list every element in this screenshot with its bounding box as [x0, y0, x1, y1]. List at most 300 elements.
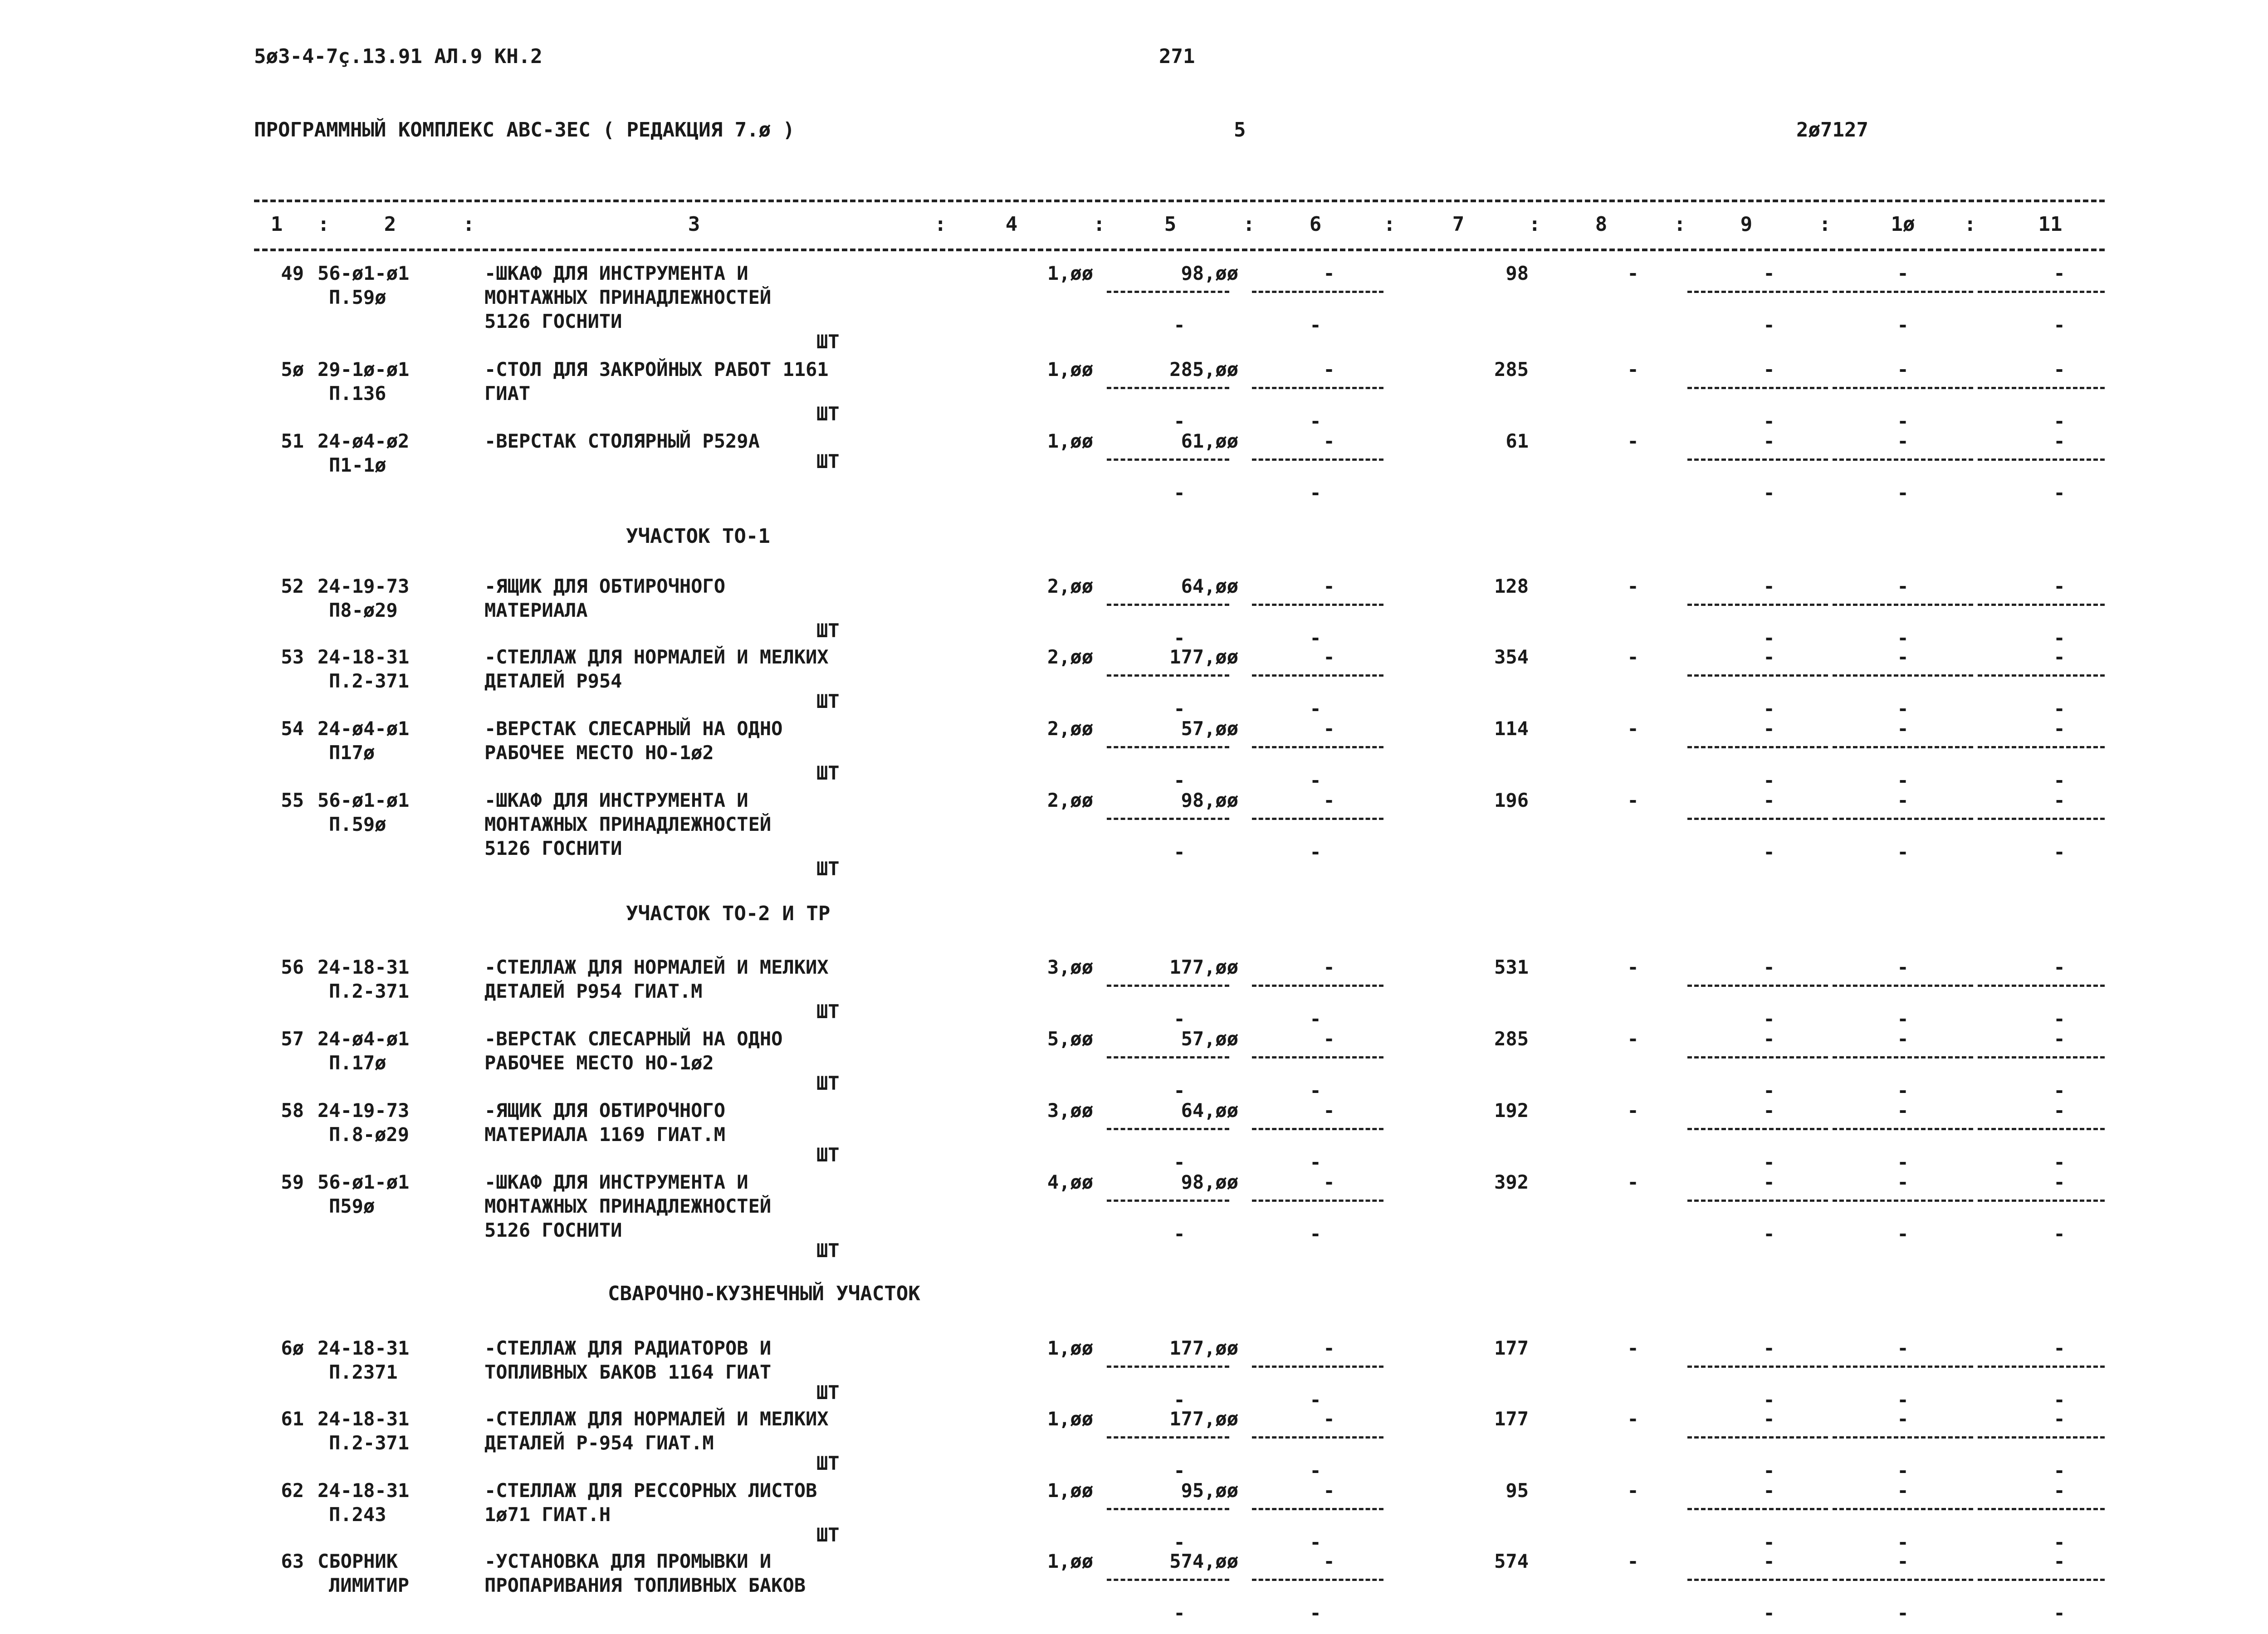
- subtotal-rule: [1687, 1436, 1828, 1439]
- empty-cell-dash: -: [1763, 1171, 1775, 1193]
- subtotal-rule: [1687, 818, 1828, 820]
- subtotal-rule: [1107, 1508, 1229, 1510]
- item-description-line: РАБОЧЕЕ МЕСТО НО-1ø2: [484, 1052, 714, 1074]
- item-reference: П.59ø: [329, 286, 386, 308]
- sub-dash: -: [1897, 1151, 1909, 1173]
- sub-dash: -: [1310, 1223, 1321, 1245]
- subtotal-rule: [1978, 604, 2105, 606]
- subtotal-rule: [1687, 604, 1828, 606]
- subtotal-rule: [1252, 1508, 1383, 1510]
- item-code: 24-18-31: [318, 1479, 410, 1502]
- column-8-dash: -: [1627, 1171, 1639, 1193]
- quantity: 2,øø: [1047, 575, 1093, 597]
- sub-dash: -: [2053, 697, 2065, 720]
- column-6-dash: -: [1323, 575, 1335, 597]
- document-number: 2ø7127: [1796, 118, 1868, 141]
- column-header-3: 3: [688, 213, 700, 236]
- sub-dash: -: [1173, 1531, 1185, 1553]
- sub-dash: -: [1763, 1389, 1775, 1411]
- item-description-line: -СТЕЛЛАЖ ДЛЯ РАДИАТОРОВ И: [484, 1337, 772, 1359]
- sub-dash: -: [1897, 482, 1909, 504]
- unit-of-measure: ШТ: [816, 762, 840, 784]
- item-description-line: 5126 ГОСНИТИ: [484, 837, 622, 859]
- item-reference: П.17ø: [329, 1052, 386, 1074]
- sub-dash: -: [1310, 410, 1321, 432]
- total-cost: 177: [1494, 1337, 1529, 1359]
- subtotal-rule: [1978, 1200, 2105, 1202]
- subtotal-rule: [1107, 1200, 1229, 1202]
- column-6-dash: -: [1323, 358, 1335, 380]
- empty-cell-dash: -: [2053, 430, 2065, 452]
- sub-dash: -: [1763, 410, 1775, 432]
- sub-dash: -: [1897, 1079, 1909, 1102]
- empty-cell-dash: -: [2053, 1337, 2065, 1359]
- unit-of-measure: ШТ: [816, 690, 840, 712]
- item-reference: П8-ø29: [329, 599, 398, 621]
- column-8-dash: -: [1627, 1550, 1639, 1572]
- sub-dash: -: [1897, 1008, 1909, 1030]
- column-8-dash: -: [1627, 1479, 1639, 1502]
- subtotal-rule: [1833, 1579, 1973, 1581]
- empty-cell-dash: -: [1763, 646, 1775, 668]
- empty-cell-dash: -: [1763, 1337, 1775, 1359]
- item-reference: П1-1ø: [329, 454, 386, 476]
- sub-dash: -: [1763, 1459, 1775, 1482]
- item-code: 24-19-73: [318, 575, 410, 597]
- item-code: 29-1ø-ø1: [318, 358, 410, 380]
- empty-cell-dash: -: [1897, 956, 1909, 978]
- subtotal-rule: [1833, 291, 1973, 293]
- empty-cell-dash: -: [2053, 956, 2065, 978]
- doc-code: 5ø3-4-7ç.13.91 AЛ.9 КН.2: [254, 45, 543, 68]
- empty-cell-dash: -: [1897, 262, 1909, 284]
- item-description-line: -ВЕРСТАК СЛЕСАРНЫЙ НА ОДНО: [484, 717, 783, 740]
- column-6-dash: -: [1323, 1337, 1335, 1359]
- column-6-dash: -: [1323, 262, 1335, 284]
- subtotal-rule: [1833, 818, 1973, 820]
- column-8-dash: -: [1627, 789, 1639, 811]
- item-code: 24-ø4-ø1: [318, 717, 410, 740]
- total-cost: 574: [1494, 1550, 1529, 1572]
- subtotal-rule: [1687, 1128, 1828, 1130]
- sub-dash: -: [1310, 1531, 1321, 1553]
- quantity: 4,øø: [1047, 1171, 1093, 1193]
- column-separator: :: [1674, 213, 1686, 236]
- total-cost: 285: [1494, 358, 1529, 380]
- sub-dash: -: [1173, 627, 1185, 649]
- empty-cell-dash: -: [1897, 1337, 1909, 1359]
- subtotal-rule: [1687, 1366, 1828, 1368]
- sub-dash: -: [1173, 314, 1185, 336]
- sub-dash: -: [2053, 1459, 2065, 1482]
- item-reference: П.2371: [329, 1361, 398, 1383]
- sub-dash: -: [1763, 1531, 1775, 1553]
- sub-dash: -: [1897, 1459, 1909, 1482]
- column-separator: :: [463, 213, 475, 236]
- subtotal-rule: [1833, 1508, 1973, 1510]
- subtotal-rule: [1252, 1579, 1383, 1581]
- subtotal-rule: [1687, 746, 1828, 748]
- item-description-line: МАТЕРИАЛА: [484, 599, 588, 621]
- sub-dash: -: [2053, 1151, 2065, 1173]
- empty-cell-dash: -: [2053, 1028, 2065, 1050]
- item-reference: П.8-ø29: [329, 1123, 410, 1146]
- empty-cell-dash: -: [1763, 789, 1775, 811]
- item-description-line: МОНТАЖНЫХ ПРИНАДЛЕЖНОСТЕЙ: [484, 813, 772, 835]
- empty-cell-dash: -: [1897, 789, 1909, 811]
- subtotal-rule: [1252, 604, 1383, 606]
- item-code: 24-18-31: [318, 646, 410, 668]
- quantity: 2,øø: [1047, 789, 1093, 811]
- empty-cell-dash: -: [1763, 262, 1775, 284]
- column-6-dash: -: [1323, 1028, 1335, 1050]
- sub-dash: -: [1897, 697, 1909, 720]
- empty-cell-dash: -: [2053, 1171, 2065, 1193]
- unit-of-measure: ШТ: [816, 450, 840, 473]
- sub-dash: -: [1173, 482, 1185, 504]
- total-cost: 95: [1505, 1479, 1529, 1502]
- subtotal-rule: [1978, 674, 2105, 677]
- column-8-dash: -: [1627, 262, 1639, 284]
- unit-of-measure: ШТ: [816, 858, 840, 880]
- column-separator: :: [1529, 213, 1541, 236]
- unit-of-measure: ШТ: [816, 1381, 840, 1404]
- total-cost: 285: [1494, 1028, 1529, 1050]
- total-cost: 531: [1494, 956, 1529, 978]
- subtotal-rule: [1107, 604, 1229, 606]
- column-separator: :: [1243, 213, 1255, 236]
- item-reference: П.2-371: [329, 1432, 410, 1454]
- sub-dash: -: [1310, 1389, 1321, 1411]
- row-number: 5ø: [281, 358, 304, 380]
- header-rule-top: [254, 200, 2105, 202]
- subtotal-rule: [1978, 291, 2105, 293]
- column-6-dash: -: [1323, 956, 1335, 978]
- item-description-line: -СТЕЛЛАЖ ДЛЯ РЕССОРНЫХ ЛИСТОВ: [484, 1479, 817, 1502]
- item-description-line: МАТЕРИАЛА 1169 ГИАТ.М: [484, 1123, 726, 1146]
- quantity: 3,øø: [1047, 1099, 1093, 1122]
- item-reference: П.136: [329, 382, 386, 405]
- column-6-dash: -: [1323, 717, 1335, 740]
- sub-dash: -: [1310, 1079, 1321, 1102]
- sub-dash: -: [2053, 410, 2065, 432]
- row-number: 54: [281, 717, 304, 740]
- column-header-1: 1: [270, 213, 283, 236]
- sub-dash: -: [1310, 627, 1321, 649]
- sub-dash: -: [1763, 841, 1775, 863]
- quantity: 1,øø: [1047, 1550, 1093, 1572]
- subtotal-rule: [1833, 985, 1973, 987]
- subtotal-rule: [1978, 1436, 2105, 1439]
- sub-dash: -: [1173, 1459, 1185, 1482]
- column-6-dash: -: [1323, 646, 1335, 668]
- unit-of-measure: ШТ: [816, 331, 840, 353]
- subtotal-rule: [1107, 1366, 1229, 1368]
- item-code: 56-ø1-ø1: [318, 262, 410, 284]
- unit-price: 177,øø: [1169, 956, 1238, 978]
- subtotal-rule: [1107, 674, 1229, 677]
- section-title: УЧАСТОК ТО-1: [626, 525, 770, 548]
- sub-dash: -: [1310, 697, 1321, 720]
- total-cost: 98: [1505, 262, 1529, 284]
- sub-dash: -: [1897, 410, 1909, 432]
- unit-price: 98,øø: [1181, 1171, 1238, 1193]
- subtotal-rule: [1833, 674, 1973, 677]
- column-8-dash: -: [1627, 430, 1639, 452]
- subtotal-rule: [1107, 1436, 1229, 1439]
- unit-price: 98,øø: [1181, 789, 1238, 811]
- empty-cell-dash: -: [2053, 262, 2065, 284]
- subtotal-rule: [1107, 1579, 1229, 1581]
- unit-price: 64,øø: [1181, 1099, 1238, 1122]
- sub-dash: -: [1310, 841, 1321, 863]
- quantity: 2,øø: [1047, 646, 1093, 668]
- total-cost: 177: [1494, 1408, 1529, 1430]
- item-code: 24-ø4-ø1: [318, 1028, 410, 1050]
- unit-price: 285,øø: [1169, 358, 1238, 380]
- subtotal-rule: [1252, 1366, 1383, 1368]
- row-number: 53: [281, 646, 304, 668]
- column-6-dash: -: [1323, 789, 1335, 811]
- total-cost: 354: [1494, 646, 1529, 668]
- row-number: 57: [281, 1028, 304, 1050]
- empty-cell-dash: -: [1897, 646, 1909, 668]
- sub-dash: -: [2053, 1531, 2065, 1553]
- item-code: 56-ø1-ø1: [318, 789, 410, 811]
- sub-dash: -: [2053, 1008, 2065, 1030]
- sub-dash: -: [1763, 697, 1775, 720]
- subtotal-rule: [1107, 985, 1229, 987]
- empty-cell-dash: -: [1897, 1479, 1909, 1502]
- unit-price: 177,øø: [1169, 1337, 1238, 1359]
- item-code: 56-ø1-ø1: [318, 1171, 410, 1193]
- item-description-line: ПРОПАРИВАНИЯ ТОПЛИВНЫХ БАКОВ: [484, 1574, 806, 1596]
- item-description-line: -СТОЛ ДЛЯ ЗАКРОЙНЫХ РАБОТ 1161: [484, 358, 829, 380]
- empty-cell-dash: -: [2053, 1099, 2065, 1122]
- quantity: 1,øø: [1047, 358, 1093, 380]
- item-code: 24-18-31: [318, 1408, 410, 1430]
- item-reference: П59ø: [329, 1195, 375, 1217]
- sub-dash: -: [2053, 1079, 2065, 1102]
- column-header-11: 11: [2038, 213, 2063, 236]
- subtotal-rule: [1252, 1200, 1383, 1202]
- subtotal-rule: [1978, 985, 2105, 987]
- item-description-line: -СТЕЛЛАЖ ДЛЯ НОРМАЛЕЙ И МЕЛКИХ: [484, 956, 829, 978]
- subtotal-rule: [1978, 1128, 2105, 1130]
- item-description-line: ТОПЛИВНЫХ БАКОВ 1164 ГИАТ: [484, 1361, 772, 1383]
- subtotal-rule: [1833, 1436, 1973, 1439]
- total-cost: 196: [1494, 789, 1529, 811]
- item-description-line: 1ø71 ГИАТ.Н: [484, 1503, 611, 1526]
- item-code: 24-19-73: [318, 1099, 410, 1122]
- total-cost: 392: [1494, 1171, 1529, 1193]
- sub-dash: -: [1310, 314, 1321, 336]
- subtotal-rule: [1107, 458, 1229, 461]
- item-description-line: -ШКАФ ДЛЯ ИНСТРУМЕНТА И: [484, 789, 748, 811]
- unit-price: 98,øø: [1181, 262, 1238, 284]
- empty-cell-dash: -: [1897, 1550, 1909, 1572]
- row-number: 63: [281, 1550, 304, 1572]
- empty-cell-dash: -: [1763, 956, 1775, 978]
- unit-price: 57,øø: [1181, 717, 1238, 740]
- empty-cell-dash: -: [2053, 717, 2065, 740]
- sub-dash: -: [1310, 1459, 1321, 1482]
- column-header-2: 2: [384, 213, 396, 236]
- column-header-9: 9: [1740, 213, 1753, 236]
- sub-dash: -: [2053, 769, 2065, 791]
- unit-price: 61,øø: [1181, 430, 1238, 452]
- unit-price: 64,øø: [1181, 575, 1238, 597]
- subtotal-rule: [1978, 818, 2105, 820]
- unit-of-measure: ШТ: [816, 1452, 840, 1474]
- program-title: ПРОГРАММНЫЙ КОМПЛЕКС АВС-3ЕС ( РЕДАКЦИЯ 7.ø ): [254, 118, 795, 141]
- sub-dash: -: [1310, 1151, 1321, 1173]
- column-8-dash: -: [1627, 1337, 1639, 1359]
- subtotal-rule: [1252, 674, 1383, 677]
- item-description-line: МОНТАЖНЫХ ПРИНАДЛЕЖНОСТЕЙ: [484, 1195, 772, 1217]
- row-number: 59: [281, 1171, 304, 1193]
- empty-cell-dash: -: [1897, 1028, 1909, 1050]
- item-description-line: 5126 ГОСНИТИ: [484, 310, 622, 332]
- item-description-line: -ЯЩИК ДЛЯ ОБТИРОЧНОГО: [484, 1099, 726, 1122]
- subtotal-rule: [1252, 1056, 1383, 1058]
- column-separator: :: [1964, 213, 1976, 236]
- item-description-line: ДЕТАЛЕЙ Р954: [484, 670, 622, 692]
- total-cost: 61: [1505, 430, 1529, 452]
- quantity: 5,øø: [1047, 1028, 1093, 1050]
- empty-cell-dash: -: [1897, 358, 1909, 380]
- quantity: 1,øø: [1047, 430, 1093, 452]
- sub-dash: -: [1173, 1151, 1185, 1173]
- item-description-line: -УСТАНОВКА ДЛЯ ПРОМЫВКИ И: [484, 1550, 772, 1572]
- item-description-line: РАБОЧЕЕ МЕСТО НО-1ø2: [484, 741, 714, 764]
- row-number: 56: [281, 956, 304, 978]
- column-8-dash: -: [1627, 358, 1639, 380]
- unit-price: 57,øø: [1181, 1028, 1238, 1050]
- subtotal-rule: [1833, 1366, 1973, 1368]
- column-header-8: 8: [1595, 213, 1608, 236]
- empty-cell-dash: -: [2053, 646, 2065, 668]
- subtotal-rule: [1833, 604, 1973, 606]
- empty-cell-dash: -: [1897, 575, 1909, 597]
- quantity: 3,øø: [1047, 956, 1093, 978]
- empty-cell-dash: -: [1763, 358, 1775, 380]
- sub-dash: -: [1897, 1389, 1909, 1411]
- subtotal-rule: [1107, 387, 1229, 389]
- column-6-dash: -: [1323, 1408, 1335, 1430]
- column-8-dash: -: [1627, 646, 1639, 668]
- column-header-1ø: 1ø: [1891, 213, 1915, 236]
- row-number: 61: [281, 1408, 304, 1430]
- column-header-5: 5: [1164, 213, 1177, 236]
- empty-cell-dash: -: [1763, 1028, 1775, 1050]
- sub-dash: -: [2053, 841, 2065, 863]
- sub-dash: -: [2053, 1602, 2065, 1624]
- item-reference: ЛИМИТИР: [329, 1574, 410, 1596]
- item-code: СБОРНИК: [318, 1550, 398, 1572]
- empty-cell-dash: -: [2053, 1550, 2065, 1572]
- empty-cell-dash: -: [1763, 1550, 1775, 1572]
- subtotal-rule: [1978, 1508, 2105, 1510]
- sub-dash: -: [1173, 1008, 1185, 1030]
- header-rule-bottom: [254, 249, 2105, 251]
- subtotal-rule: [1687, 985, 1828, 987]
- unit-of-measure: ШТ: [816, 1144, 840, 1166]
- item-description-line: -СТЕЛЛАЖ ДЛЯ НОРМАЛЕЙ И МЕЛКИХ: [484, 1408, 829, 1430]
- empty-cell-dash: -: [1897, 1171, 1909, 1193]
- item-reference: П.2-371: [329, 980, 410, 1002]
- sub-dash: -: [1310, 769, 1321, 791]
- row-number: 58: [281, 1099, 304, 1122]
- unit-of-measure: ШТ: [816, 619, 840, 642]
- item-description-line: 5126 ГОСНИТИ: [484, 1219, 622, 1241]
- sub-dash: -: [1763, 769, 1775, 791]
- unit-of-measure: ШТ: [816, 403, 840, 425]
- sub-dash: -: [1897, 314, 1909, 336]
- column-6-dash: -: [1323, 430, 1335, 452]
- subtotal-rule: [1107, 818, 1229, 820]
- sub-dash: -: [1173, 410, 1185, 432]
- sub-dash: -: [1763, 627, 1775, 649]
- sub-dash: -: [1763, 314, 1775, 336]
- subtotal-rule: [1252, 1436, 1383, 1439]
- item-description-line: ГИАТ: [484, 382, 531, 405]
- unit-price: 574,øø: [1169, 1550, 1238, 1572]
- sub-dash: -: [1897, 1531, 1909, 1553]
- subtotal-rule: [1252, 387, 1383, 389]
- row-number: 55: [281, 789, 304, 811]
- subtotal-rule: [1833, 387, 1973, 389]
- section-title: СВАРОЧНО-КУЗНЕЧНЫЙ УЧАСТОК: [608, 1282, 920, 1305]
- row-number: 6ø: [281, 1337, 304, 1359]
- sub-dash: -: [1897, 627, 1909, 649]
- subtotal-rule: [1687, 1508, 1828, 1510]
- page-number: 271: [1159, 45, 1195, 68]
- subtotal-rule: [1252, 291, 1383, 293]
- sub-dash: -: [1173, 1079, 1185, 1102]
- subtotal-rule: [1687, 291, 1828, 293]
- sub-dash: -: [1763, 1008, 1775, 1030]
- column-separator: :: [1383, 213, 1396, 236]
- sub-dash: -: [1310, 482, 1321, 504]
- column-8-dash: -: [1627, 1028, 1639, 1050]
- empty-cell-dash: -: [2053, 575, 2065, 597]
- empty-cell-dash: -: [2053, 1479, 2065, 1502]
- subtotal-rule: [1252, 985, 1383, 987]
- section-title: УЧАСТОК ТО-2 И ТР: [626, 902, 831, 925]
- sub-dash: -: [1897, 769, 1909, 791]
- unit-price: 177,øø: [1169, 1408, 1238, 1430]
- quantity: 1,øø: [1047, 1408, 1093, 1430]
- column-header-7: 7: [1452, 213, 1465, 236]
- subtotal-rule: [1252, 458, 1383, 461]
- sub-dash: -: [1173, 1223, 1185, 1245]
- subtotal-rule: [1107, 1056, 1229, 1058]
- column-header-4: 4: [1005, 213, 1018, 236]
- subtotal-rule: [1978, 1366, 2105, 1368]
- empty-cell-dash: -: [1763, 717, 1775, 740]
- item-code: 24-18-31: [318, 1337, 410, 1359]
- quantity: 1,øø: [1047, 1479, 1093, 1502]
- subtotal-rule: [1833, 1128, 1973, 1130]
- item-description-line: ДЕТАЛЕЙ Р954 ГИАТ.М: [484, 980, 703, 1002]
- sub-dash: -: [2053, 1223, 2065, 1245]
- subtotal-rule: [1833, 458, 1973, 461]
- subtotal-rule: [1833, 1200, 1973, 1202]
- subtotal-rule: [1252, 1128, 1383, 1130]
- sub-dash: -: [2053, 482, 2065, 504]
- item-code: 24-18-31: [318, 956, 410, 978]
